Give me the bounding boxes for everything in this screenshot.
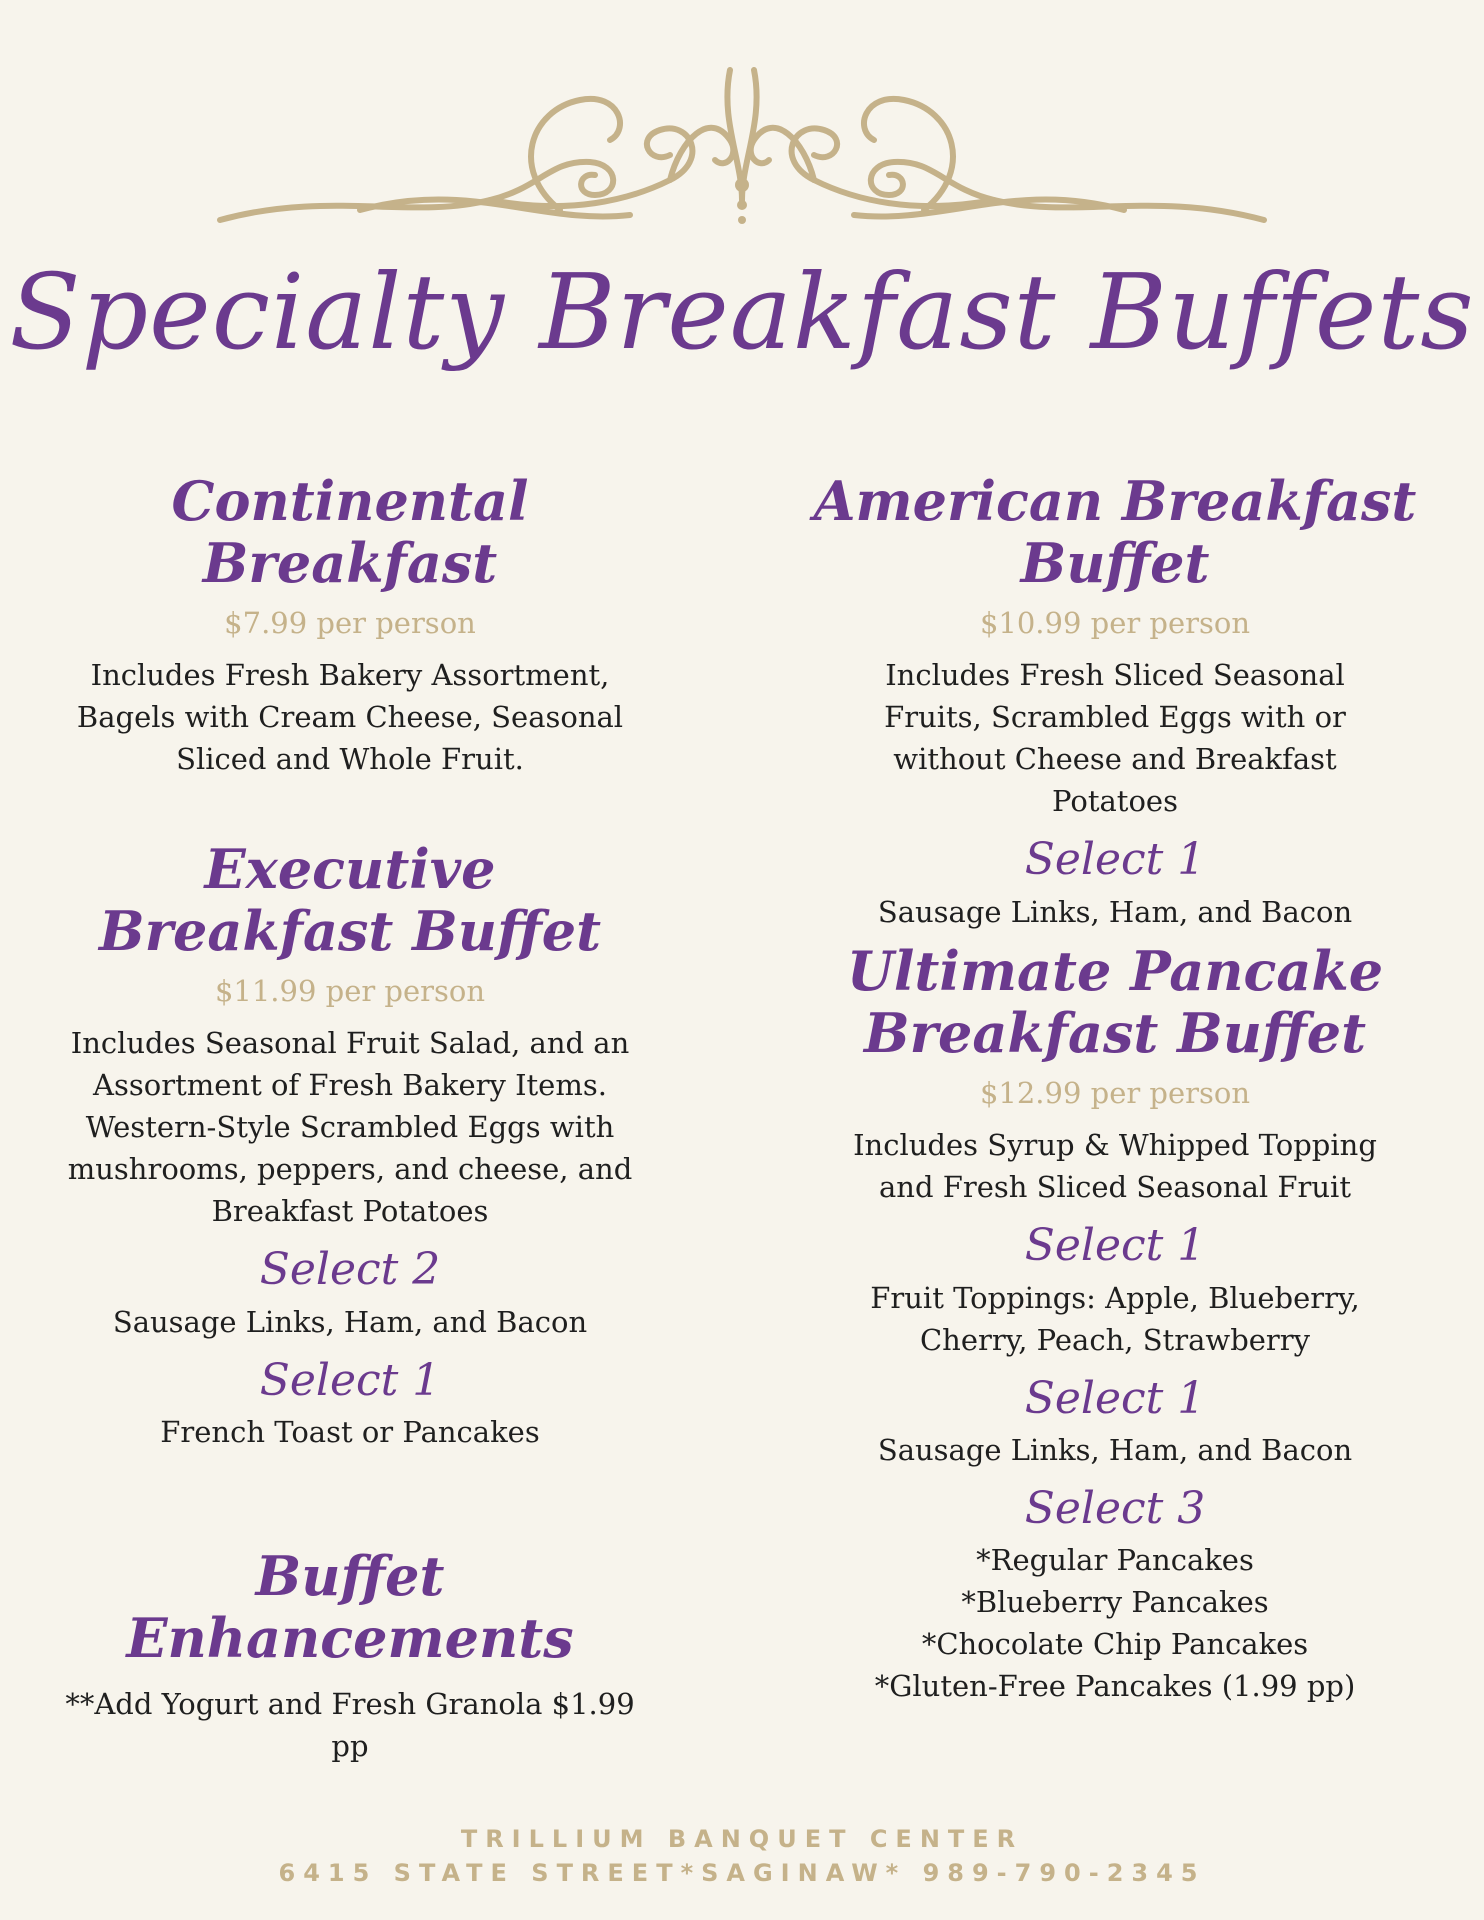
- continental-price: $7.99 per person: [224, 606, 476, 641]
- executive-section: [50, 838, 650, 1453]
- american-price: $10.99 per person: [979, 606, 1251, 641]
- pancake-option: *Blueberry Pancakes: [961, 1585, 1269, 1620]
- pancake-option: *Regular Pancakes: [976, 1543, 1254, 1578]
- enhancements-item: **Add Yogurt and Fresh Granola $1.99 pp: [65, 1687, 635, 1764]
- american-description: Includes Fresh Sliced Seasonal Fruits, Scrambled Eggs with or without Cheese and Breakfast Potatoes: [884, 658, 1346, 819]
- pancake-description: Includes Syrup & Whipped Topping and Fresh Sliced Seasonal Fruit: [853, 1128, 1377, 1205]
- executive-price: $11.99 per person: [214, 974, 486, 1009]
- pancake-price: $12.99 per person: [979, 1076, 1251, 1111]
- executive-select2-items: Sausage Links, Ham, and Bacon: [112, 1304, 588, 1339]
- pancake-pancakes-select-label: Select 3: [1024, 1482, 1206, 1534]
- pancake-meat-select-label: Select 1: [1024, 1372, 1206, 1424]
- executive-select1-label: Select 1: [259, 1354, 441, 1406]
- footer-address: 6415 STATE STREET*SAGINAW* 989-790-2345: [278, 1859, 1206, 1887]
- pancake-section: [760, 940, 1470, 1707]
- executive-select1-items: French Toast or Pancakes: [160, 1414, 540, 1449]
- pancake-option: *Chocolate Chip Pancakes: [921, 1627, 1309, 1662]
- continental-description: Includes Fresh Bakery Assortment, Bagels with Cream Cheese, Seasonal Sliced and Whole Fruit.: [76, 658, 624, 777]
- pancake-meats: Sausage Links, Ham, and Bacon: [877, 1432, 1353, 1467]
- continental-section: [50, 470, 650, 780]
- pancake-toppings-select-label: Select 1: [1024, 1220, 1206, 1272]
- executive-description: Includes Seasonal Fruit Salad, and an Assortment of Fresh Bakery Items. Western-Style Scrambled Eggs with mushrooms, peppers, and cheese, and Breakfast Potatoes: [67, 1026, 633, 1229]
- decorative-flourish: [210, 50, 1274, 240]
- american-select1-items: Sausage Links, Ham, and Bacon: [877, 894, 1353, 929]
- american-select1-label: Select 1: [1024, 834, 1206, 886]
- american-heading: American Breakfast Buffet: [813, 469, 1417, 596]
- enhancements-heading: Buffet Enhancements: [126, 1544, 574, 1671]
- pancake-option: *Gluten-Free Pancakes (1.99 pp): [874, 1669, 1356, 1704]
- enhancements-section: [50, 1545, 650, 1767]
- executive-heading: Executive Breakfast Buffet: [98, 837, 602, 964]
- pancake-toppings: Fruit Toppings: Apple, Blueberry, Cherry, Peach, Strawberry: [870, 1280, 1360, 1357]
- pancake-heading: Ultimate Pancake Breakfast Buffet: [846, 939, 1384, 1066]
- page-title: Specialty Breakfast Buffets: [9, 251, 1475, 373]
- american-section: [760, 470, 1470, 933]
- executive-select2-label: Select 2: [259, 1244, 441, 1296]
- continental-heading: Continental Breakfast: [171, 469, 529, 596]
- footer-venue-name: TRILLIUM BANQUET CENTER: [460, 1825, 1024, 1853]
